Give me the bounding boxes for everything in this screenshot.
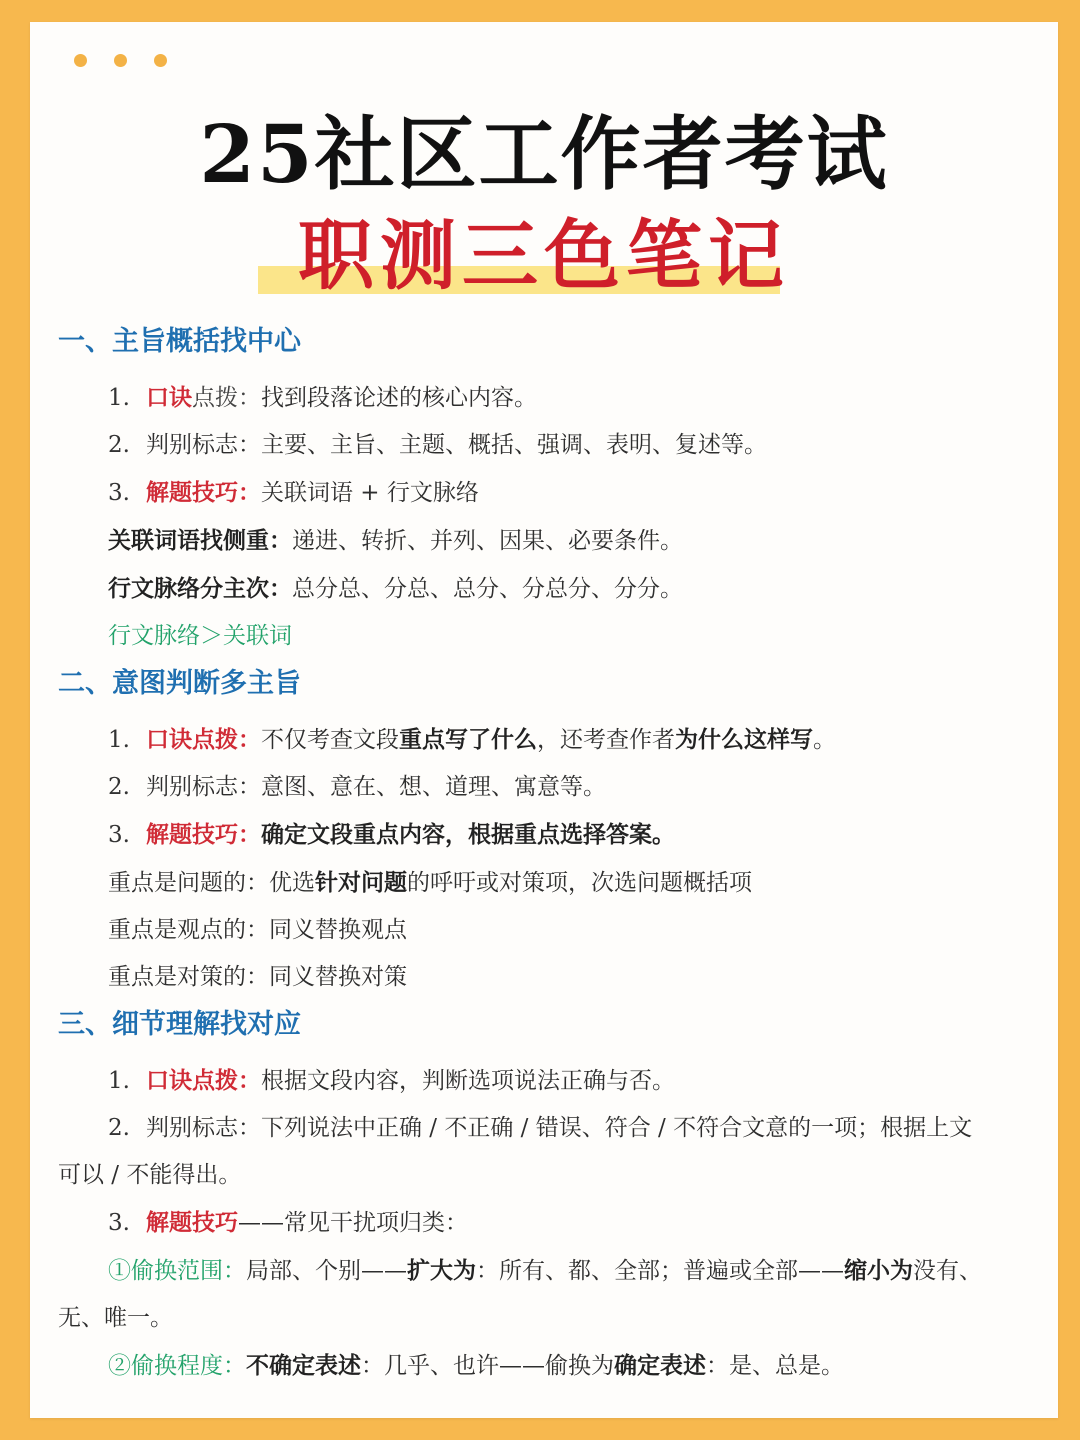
page-title: 25社区工作者考试 — [199, 107, 889, 201]
s3-line-4: ①偷换范围：局部、个别——扩大为：所有、都、全部；普遍或全部——缩小为没有、 — [108, 1257, 982, 1284]
s2-line-1: 1. 口诀点拨：不仅考查文段重点写了什么，还考查作者为什么这样写。 — [108, 726, 836, 753]
section-heading-1: 一、主旨概括找中心 — [58, 326, 301, 357]
s1-line-2: 2. 判别标志：主要、主旨、主题、概括、强调、表明、复述等。 — [108, 432, 767, 458]
section-heading-2: 二、意图判断多主旨 — [58, 668, 301, 699]
s3-line-5: ②偷换程度：不确定表述：几乎、也许——偷换为确定表述：是、总是。 — [108, 1352, 844, 1379]
page-subtitle: 职测三色笔记 — [298, 211, 790, 300]
notes-content — [58, 324, 1032, 1390]
s3-line-1: 1. 口诀点拨：根据文段内容，判断选项说法正确与否。 — [108, 1067, 675, 1094]
s1-line-5: 行文脉络分主次：总分总、分总、总分、分总分、分分。 — [108, 575, 683, 602]
s1-line-1: 1. 口诀点拨：找到段落论述的核心内容。 — [108, 384, 537, 411]
dot-icon — [114, 54, 127, 67]
s3-line-3: 3. 解题技巧——常见干扰项归类： — [108, 1209, 468, 1236]
s2-line-2: 2. 判别标志：意图、意在、想、道理、寓意等。 — [108, 774, 606, 800]
s2-line-5: 重点是观点的：同义替换观点 — [108, 917, 407, 943]
s2-line-3: 3. 解题技巧：确定文段重点内容，根据重点选择答案。 — [108, 821, 675, 848]
s3-line-4-cont: 无、唯一。 — [58, 1305, 173, 1331]
s1-line-6: 行文脉络＞关联词 — [108, 623, 292, 649]
s2-line-6: 重点是对策的：同义替换对策 — [108, 964, 407, 990]
dot-icon — [74, 54, 87, 67]
s3-line-2-cont: 可以 / 不能得出。 — [58, 1162, 242, 1188]
window-dots — [74, 54, 167, 67]
section-heading-3: 三、细节理解找对应 — [58, 1009, 301, 1040]
note-card — [30, 22, 1058, 1418]
s2-line-4: 重点是问题的：优选针对问题的呼吁或对策项，次选问题概括项 — [108, 869, 752, 896]
subtitle-wrap — [30, 212, 1058, 299]
s1-line-3: 3. 解题技巧：关联词语 + 行文脉络 — [108, 479, 479, 506]
dot-icon — [154, 54, 167, 67]
s1-line-4: 关联词语找侧重：递进、转折、并列、因果、必要条件。 — [108, 527, 683, 554]
s3-line-2: 2. 判别标志：下列说法中正确 / 不正确 / 错误、符合 / 不符合文意的一项；根据上文 — [108, 1115, 973, 1141]
